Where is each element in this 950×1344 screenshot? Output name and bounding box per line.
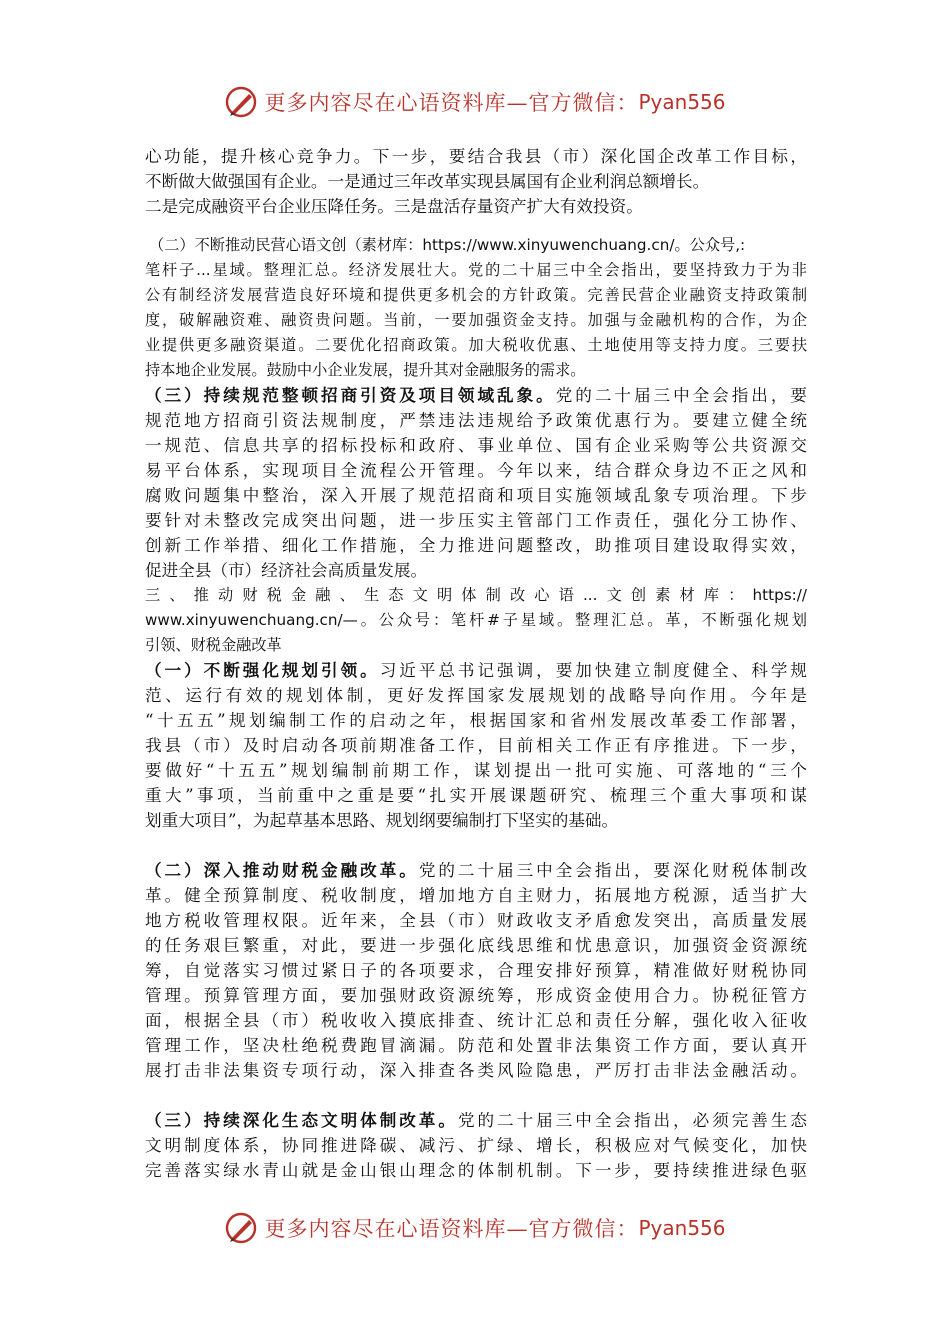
text-line: 要针对未整改完成突出问题，进一步压实主管部门工作责任，强化分工协作、 [145, 511, 807, 530]
text-line: 腐败问题集中整治，深入开展了规范招商和项目实施领域乱象专项治理。下步 [145, 486, 807, 505]
banner-text: 更多内容尽在心语资料库—官方微信： [264, 91, 639, 115]
section-heading: 三、推动财税金融、生态文明体制改心语...文创素材库：https:// [145, 586, 807, 604]
text-line: 易平台体系，实现项目全流程公开管理。今年以来，结合群众身边不正之风和 [145, 461, 807, 480]
text-line: 划重大项目”，为起草基本思路、规划纲要编制打下坚实的基础。 [145, 811, 619, 830]
text-line: 要做好“十五五”规划编制前期工作，谋划提出一批可实施、可落地的“三个 [145, 761, 807, 780]
text-line: “十五五”规划编制工作的启动之年，根据国家和省州发展改革委工作部署， [145, 711, 807, 730]
banner-wechat: Pyan556 [638, 1216, 726, 1240]
text-line: 规范地方招商引资法规制度，严禁违法违规给予政策优惠行为。要建立健全统 [145, 411, 807, 430]
text-line: 重大”事项，当前重中之重是要“扎实开展课题研究、梳理三个重大事项和谋 [145, 786, 807, 805]
text-line: （二）不断推动民营心语文创（素材库：https://www.xinyuwenchuang.cn/。公众号,: [149, 236, 746, 254]
text-line: 范、运行有效的规划体制，更好发挥国家发展规划的战略导向作用。今年是 [145, 686, 807, 705]
text-line: 创新工作举措、细化工作措施，全力推进问题整改，助推项目建设取得实效， [145, 536, 807, 555]
text-line: 地方税收管理权限。近年来，全县（市）财政收支矛盾愈发突出，高质量发展 [145, 911, 807, 930]
text-line: 二是完成融资平台企业压降任务。三是盘活存量资产扩大有效投资。 [145, 197, 643, 216]
paragraph-heading: （三）持续深化生态文明体制改革。 [145, 1110, 458, 1130]
header-banner [0, 82, 950, 122]
text-line: 文明制度体系，协同推进降碳、减污、扩绿、增长，积极应对气候变化，加快 [145, 1136, 807, 1155]
pen-logo-icon [224, 85, 258, 119]
paragraph-heading: （三）持续规范整顿招商引资及项目领域乱象。 [145, 385, 556, 405]
text-line: 促进全县（市）经济社会高质量发展。 [145, 561, 428, 580]
text-line: 业提供更多融资渠道。二要优化招商政策。加大税收优惠、土地使用等支持力度。三要扶 [145, 336, 807, 354]
text-line: 管理工作，坚决杜绝税费跑冒滴漏。防范和处置非法集资工作方面，要认真开 [145, 1036, 807, 1055]
text-line: 持本地企业发展。鼓励中小企业发展，提升其对金融服务的需求。 [145, 361, 586, 379]
paragraph-heading-line: （三）持续规范整顿招商引资及项目领域乱象。党的二十届三中全会指出，要 [145, 385, 807, 405]
section-heading: www.xinyuwenchuang.cn/—。公众号：笔杆#子星域。整理汇总。革，不断强化规划 [145, 611, 807, 629]
text-line: 笔杆子...星域。整理汇总。经济发展壮大。党的二十届三中全会指出，要坚持致力于为非 [145, 261, 807, 279]
text-line: 一规范、信息共享的招标投标和政府、事业单位、国有企业采购等公共资源交 [145, 436, 807, 455]
text-line: 度，破解融资难、融资贵问题。当前，一要加强资金支持。加强与金融机构的合作，为企 [145, 311, 807, 329]
paragraph-heading-line: （三）持续深化生态文明体制改革。党的二十届三中全会指出，必须完善生态 [145, 1110, 807, 1130]
text-line: 的任务艰巨繁重，对此，要进一步强化底线思维和忧患意识，加强资金资源统 [145, 936, 807, 955]
paragraph-heading-line: （一）不断强化规划引领。习近平总书记强调，要加快建立制度健全、科学规 [145, 660, 807, 680]
text-line: 管理。预算管理方面，要加强财政资源统筹，形成资金使用合力。协税征管方 [145, 986, 807, 1005]
footer-banner [0, 1208, 950, 1248]
banner-text: 更多内容尽在心语资料库—官方微信： [264, 1217, 639, 1241]
text-line: 完善落实绿水青山就是金山银山理念的体制机制。下一步，要持续推进绿色驱 [145, 1161, 807, 1180]
paragraph-heading: （一）不断强化规划引领。 [145, 660, 380, 680]
paragraph-heading-line: （二）深入推动财税金融改革。党的二十届三中全会指出，要深化财税体制改 [145, 860, 807, 880]
banner-wechat: Pyan556 [638, 90, 726, 114]
section-heading: 引领、财税金融改革 [145, 636, 282, 654]
text-line: 不断做大做强国有企业。一是通过三年改革实现县属国有企业利润总额增长。 [145, 172, 710, 191]
text-line: 公有制经济发展营造良好环境和提供更多机会的方针政策。完善民营企业融资支持政策制 [145, 286, 807, 304]
text-line: 筹，自觉落实习惯过紧日子的各项要求，合理安排好预算，精准做好财税协同 [145, 961, 807, 980]
text-line: 展打击非法集资专项行动，深入排查各类风险隐患，严厉打击非法金融活动。 [145, 1061, 807, 1080]
text-line: 面，根据全县（市）税收收入摸底排查、统计汇总和责任分解，强化收入征收 [145, 1011, 807, 1030]
paragraph-heading: （二）深入推动财税金融改革。 [145, 860, 419, 880]
text-line: 革。健全预算制度、税收制度，增加地方自主财力，拓展地方税源，适当扩大 [145, 886, 807, 905]
text-line: 我县（市）及时启动各项前期准备工作，目前相关工作正有序推进。下一步， [145, 736, 807, 755]
text-line: 心功能，提升核心竞争力。下一步，要结合我县（市）深化国企改革工作目标， [145, 147, 807, 166]
pen-logo-icon [224, 1211, 258, 1245]
document-body [145, 144, 807, 1183]
